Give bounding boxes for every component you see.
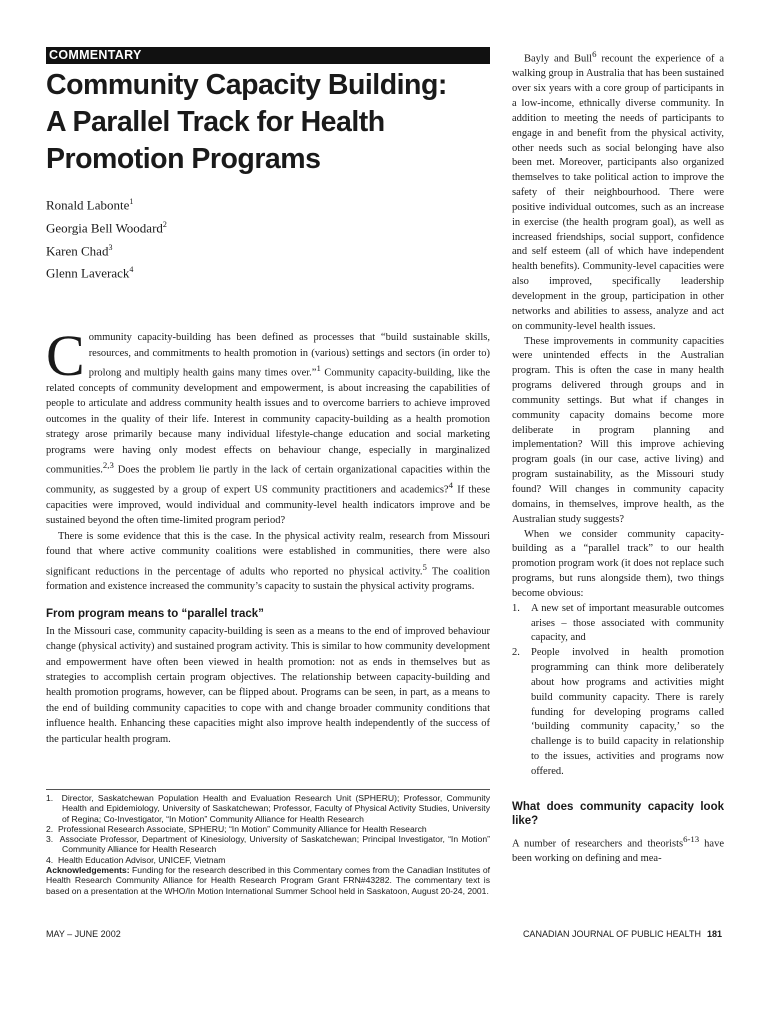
article-title — [46, 67, 490, 178]
footnote: 1. Director, Saskatchewan Population Health and Evaluation Research Unit (SPHERU); Professor, Community Health and Epidemiology, University of Saskatchewan; Professor, Faculty of Physical Activity Studies, University of Regina; Co-Investigator, “In Motion” Community Alliance for Health Research — [46, 793, 490, 824]
author-name: Glenn Laverack — [46, 265, 130, 281]
author — [46, 215, 490, 238]
citation-mark: 1 — [316, 363, 321, 374]
footnotes — [46, 789, 490, 896]
citation-mark: 5 — [422, 561, 427, 572]
list-item: 2. People involved in health promotion programming can think more deliberately about how programs and activities might build community capacity. There is rarely funding for developing programs called ‘building community capacity,’ so the challenge is to build capacity in relationship to the issues, activities and programs now offered. — [512, 647, 724, 777]
citation-mark: 6 — [592, 49, 597, 59]
footnote: 2. Professional Research Associate, SPHERU; “In Motion” Community Alliance for Health Research — [46, 823, 427, 834]
journal-name: CANADIAN JOURNAL OF PUBLIC HEALTH 181 — [522, 929, 722, 939]
citation-mark: 4 — [448, 479, 453, 490]
footnote: 4. Health Education Advisor, UNICEF, Vietnam — [46, 854, 226, 865]
author-affiliation-mark: 4 — [129, 265, 134, 275]
section-heading-capacity: What does community capacity look like? — [512, 800, 724, 827]
title-line-3: Promotion Programs — [46, 143, 321, 175]
author-list — [46, 192, 490, 283]
list-item: 1. A new set of important measurable outcomes arises – those associated with community capacity, and — [512, 602, 724, 644]
author — [46, 192, 490, 215]
citation-mark: 6-13 — [683, 833, 700, 844]
intro-paragraph-1: Community capacity-building has been defined as processes that “build sustainable skills, resources, and commitments to health promotion in (various) settings and sectors (in order to) prolong and multiply health gains many times over.”$^1$ Community capacity-building, like the related concepts of community development and empowerment, is about increasing the capabilities of people to articulate and address community health issues and to overcome barriers to achieve improved outcomes in the quality of their life. Interest in community capacity-building as a health promotion strategy arose primarily because many individual lifestyle-change education and social marketing programs were having only modest effects on behaviour change, especially in marginalized communities.$^{2,3}$ Does the problem lie partly in the lack of certain organizational capacities within the community, as suggested by a group of expert US community practitioners and academics?$^4$ If these capacities were improved, would individual and community-level health indicators improve and be sustained beyond the often time-limited program period? — [46, 323, 490, 527]
drop-cap: C — [46, 323, 85, 389]
page-number: 181 — [706, 929, 722, 939]
section-heading-parallel-track: From program means to “parallel track” — [46, 607, 264, 620]
numbered-list — [512, 602, 724, 780]
left-column — [46, 47, 490, 747]
author-name: Georgia Bell Woodard — [46, 220, 163, 236]
body-paragraph: These improvements in community capacities were unintended effects in the Australian program. This is often the case in many health programs delivered through groups and in community settings. But what if changes in community capacity domains become more deliberate in program planning and implementation? Will this improve achieving program goals (in our case, active living) and program sustainability, as the Missouri study found? Will changes in community capacity domains, in themselves, improve health, as the Australian study suggests? — [512, 335, 724, 525]
page-footer — [46, 929, 722, 943]
body-paragraph: A number of researchers and theorists$^{6-13}$ have been working on defining and mea- — [512, 833, 725, 865]
body-paragraph: Bayly and Bull$^6$ recount the experience of a walking group in Australia that has been sustained over six years with a core group of participants in a low-income, ethnically diverse community. In addition to meeting the needs of participants to engage in and benefit from the physical activity, other needs such as social belonging have also been met. Moreover, participants also organized themselves to take political action to improve the safety of their neighbourhood. There were positive individual outcomes, such as an increase in exercise (the health program goal), as well as increased friendships, social support, confidence and self esteem (all of which have independent health benefits). Community-level capacities were also improved, specifically leadership development in the group, participation in other networks and abilities to assess, analyze and act on community-level health issues. — [512, 49, 724, 332]
acknowledgements-label: Acknowledgements: — [46, 865, 130, 876]
introduction — [46, 323, 490, 595]
author-affiliation-mark: 1 — [129, 197, 134, 206]
author — [46, 238, 490, 261]
citation-mark: 2,3 — [102, 460, 114, 471]
author-affiliation-mark: 3 — [108, 242, 113, 252]
footnote: 3. Associate Professor, Department of Kinesiology, University of Saskatchewan; Principal Investigator, “In Motion” Community Alliance for Health Research — [46, 834, 490, 855]
intro-paragraph-2: There is some evidence that this is the case. In the physical activity realm, research from Missouri found that where active community coalitions were established in communities, there were also significant reductions in the percentage of adults who reported no physical activity.$^5$ The coalition formation and existence increased the community’s capacity to sustain the physical activity programs. — [46, 530, 490, 593]
section-tag: COMMENTARY — [46, 47, 490, 64]
title-line-2: A Parallel Track for Health — [46, 106, 385, 138]
body-paragraph: When we consider community capacity-building as a “parallel track” to our health promotion program work (it does not replace such programs, but runs alongside them), two things become obvious: — [512, 528, 724, 599]
issue-date: MAY – JUNE 2002 — [46, 929, 121, 939]
author-name: Ronald Labonte — [46, 197, 130, 213]
right-column — [512, 47, 724, 867]
author-affiliation-mark: 2 — [162, 219, 167, 229]
section-paragraph: In the Missouri case, community capacity-building is seen as a means to the end of improved behaviour change (physical activity) and sustained program activity. This is similar to how community development and empowerment have often been viewed in health promotion: not as ends in themselves but as strategies to accomplish certain program objectives. The relationship between capacity-building and health promotion programs, however, can be flipped about. Programs can be seen, in part, as a means to the end of building community capacities to cope with and change broader community conditions that influence health. Enhancing these capacities might also improve health independently of the success of the particular health program. — [46, 625, 490, 745]
author — [46, 260, 490, 283]
author-name: Karen Chad — [46, 242, 109, 258]
acknowledgements: Acknowledgements: Funding for the research described in this Commentary comes from the Canadian Institutes of Health Research Community Alliance for Health Research Program Grant FRN#43282. The commentary text is based on a presentation at the WHO/In Motion International Summer School held in Saskatoon, August 20-24, 2001. — [46, 865, 490, 896]
title-line-1: Community Capacity Building: — [46, 69, 447, 101]
